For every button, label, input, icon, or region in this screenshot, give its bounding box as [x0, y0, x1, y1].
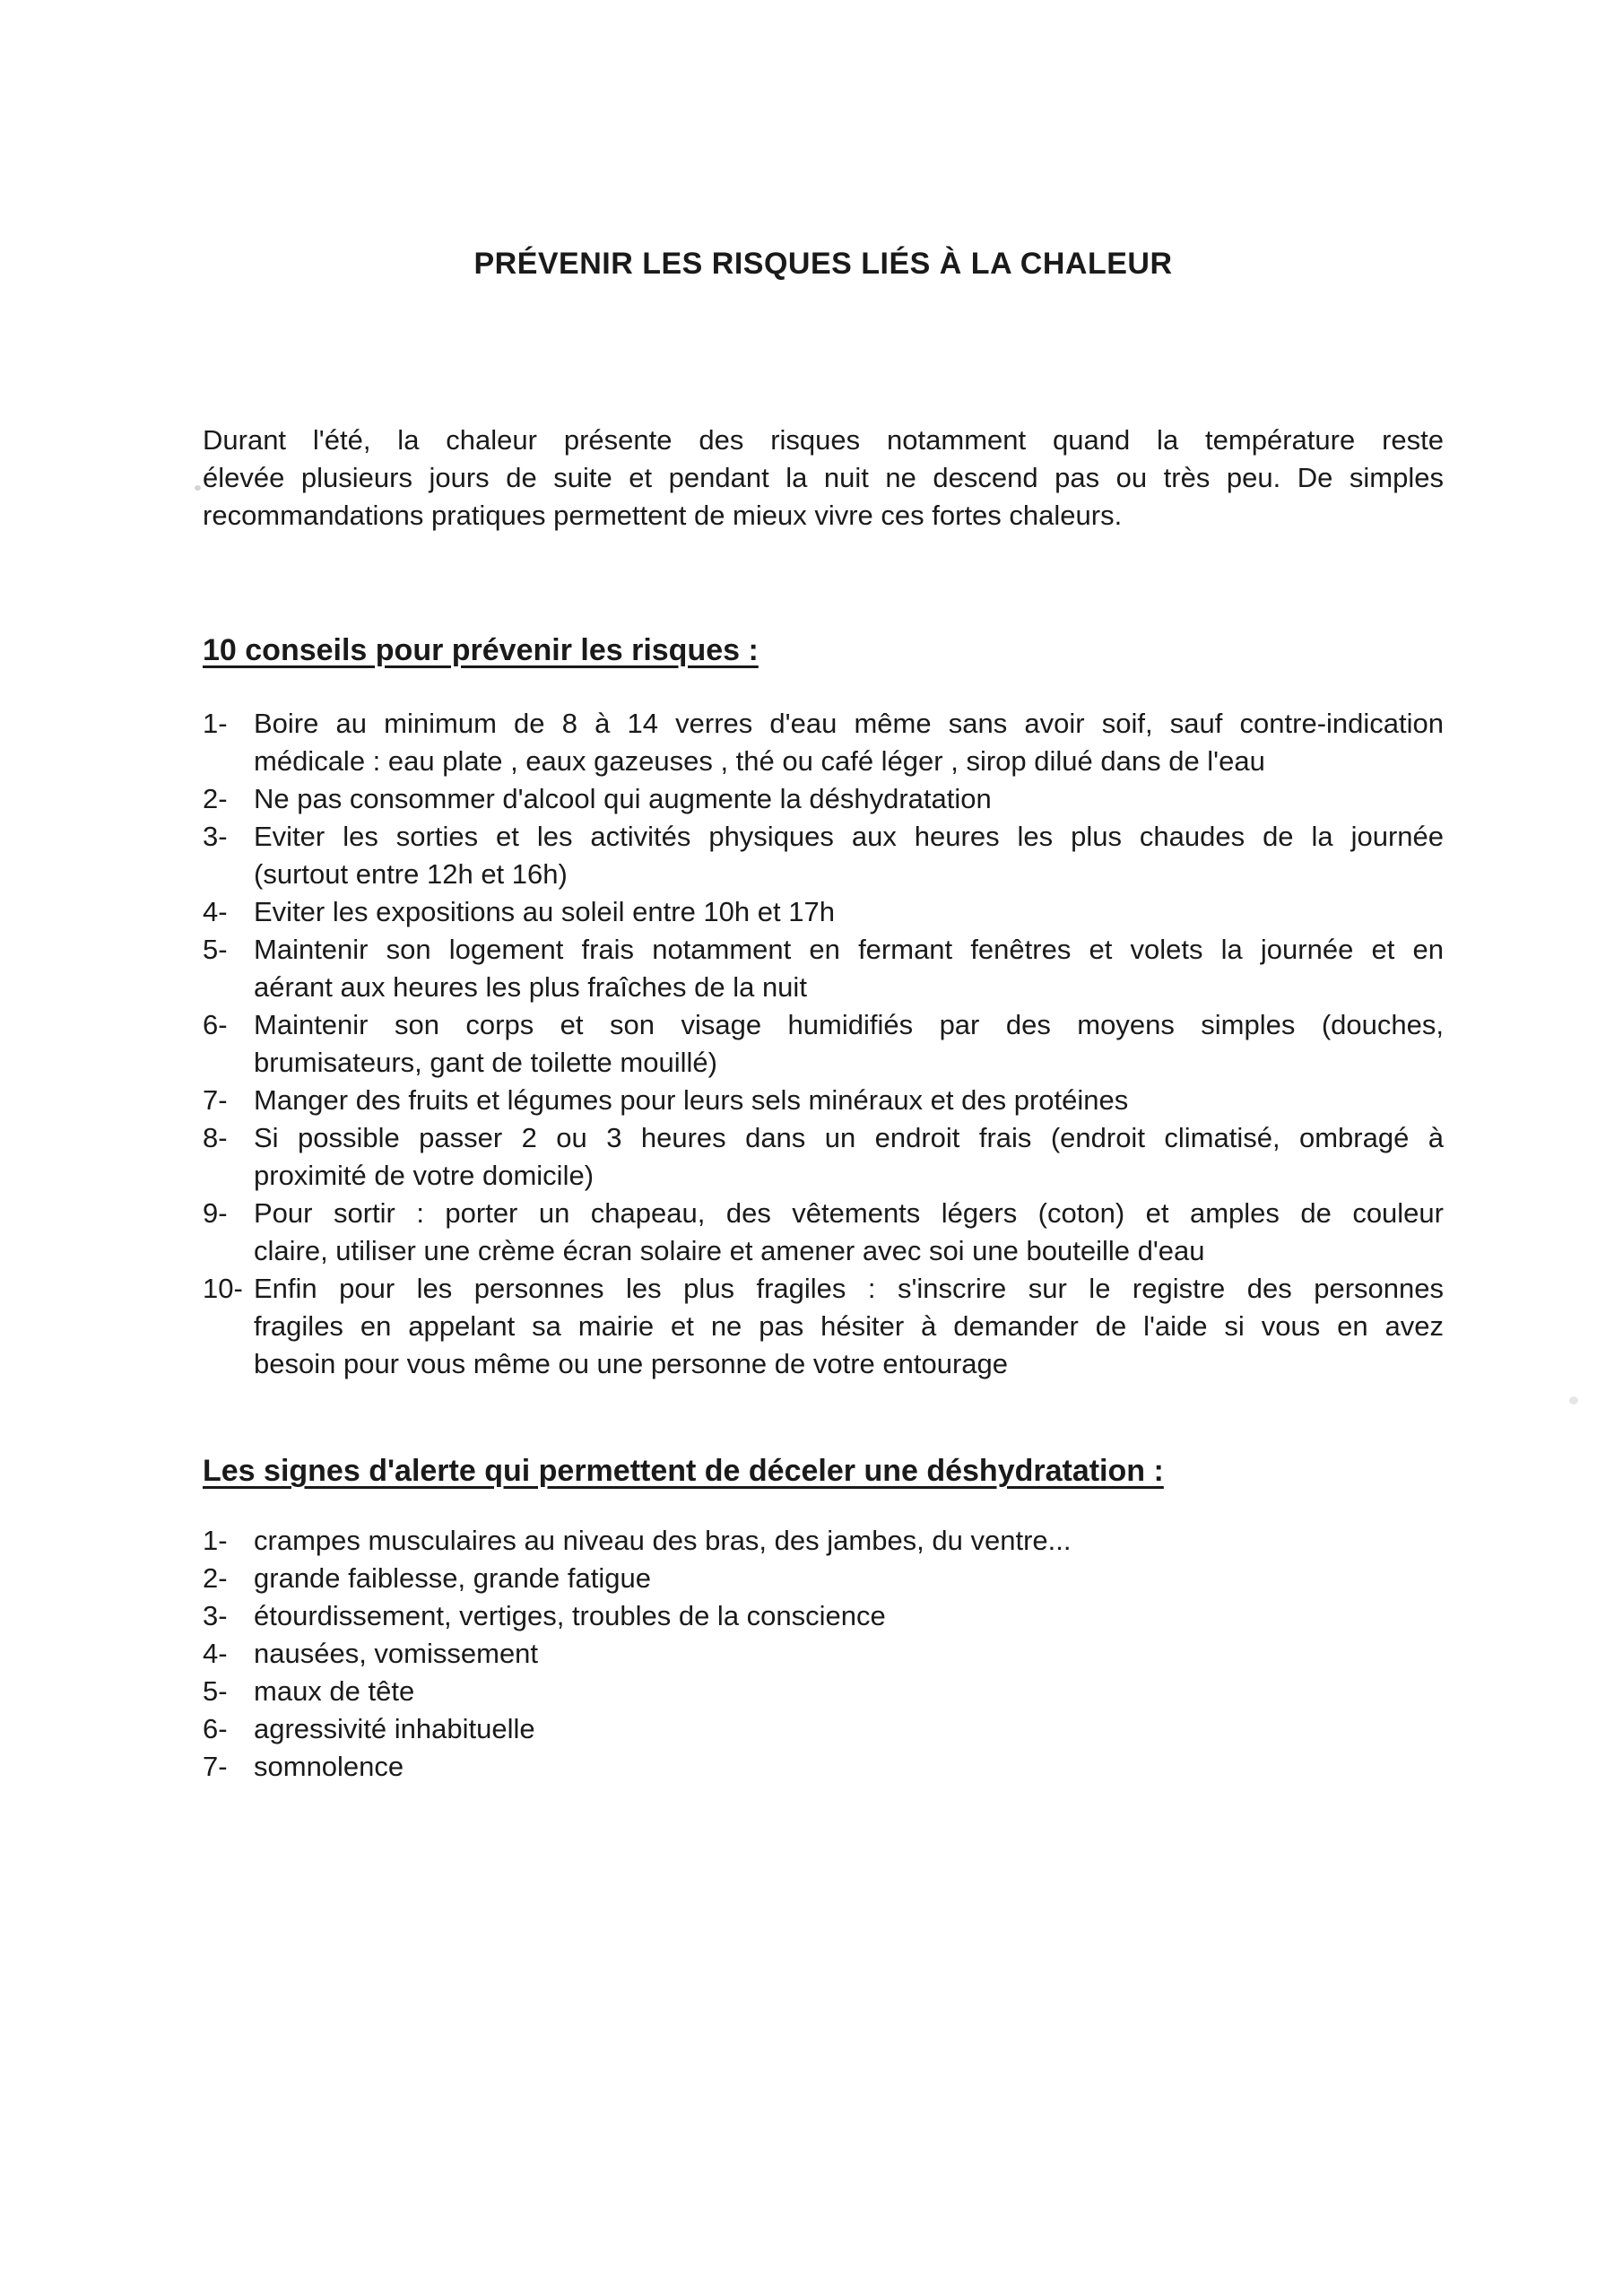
- list-item-line: besoin pour vous même ou une personne de votre entourage: [254, 1348, 1009, 1379]
- list-item: [203, 1119, 1444, 1195]
- list-item-line: nausées, vomissement: [254, 1638, 539, 1669]
- list-item-line: Manger des fruits et légumes pour leurs sels minéraux et des protéines: [254, 1084, 1129, 1116]
- section-heading-signes-alerte: Les signes d'alerte qui permettent de déceler une déshydratation :: [203, 1454, 1164, 1488]
- list-item-line: Maintenir son logement frais notamment en fermant fenêtres et volets la journée et en: [254, 934, 1444, 965]
- list-item: [203, 1673, 1444, 1710]
- list-item-number: 6-: [203, 1009, 228, 1040]
- list-item: [203, 1635, 1444, 1673]
- list-item-line: Eviter les expositions au soleil entre 10h et 17h: [254, 896, 835, 927]
- scan-artifact-speck: [1569, 1396, 1578, 1405]
- list-item-line: Maintenir son corps et son visage humidifiés par des moyens simples (douches,: [254, 1009, 1444, 1040]
- list-item-number: 2-: [203, 783, 228, 814]
- list-item: [203, 893, 1444, 931]
- intro-line: recommandations pratiques permettent de mieux vivre ces fortes chaleurs.: [203, 500, 1123, 531]
- list-item-line: Si possible passer 2 ou 3 heures dans un endroit frais (endroit climatisé, ombragé à: [254, 1122, 1444, 1153]
- intro-line: élevée plusieurs jours de suite et pendant la nuit ne descend pas ou très peu. De simples: [203, 462, 1444, 493]
- list-item-number: 8-: [203, 1122, 228, 1153]
- intro-paragraph: [203, 422, 1444, 535]
- list-item: [203, 780, 1444, 818]
- list-item-line: maux de tête: [254, 1675, 415, 1707]
- list-item-line: fragiles en appelant sa mairie et ne pas hésiter à demander de l'aide si vous en avez: [254, 1310, 1444, 1342]
- list-item-line: brumisateurs, gant de toilette mouillé): [254, 1047, 717, 1078]
- list-item-number: 9-: [203, 1197, 228, 1229]
- page-title: PRÉVENIR LES RISQUES LIÉS À LA CHALEUR: [473, 247, 1173, 281]
- list-item-line: Boire au minimum de 8 à 14 verres d'eau même sans avoir soif, sauf contre-indication: [254, 708, 1444, 739]
- list-item-number: 5-: [203, 934, 228, 965]
- signes-alerte-list: [203, 1522, 1444, 1786]
- list-item: [203, 1006, 1444, 1082]
- list-item-line: (surtout entre 12h et 16h): [254, 858, 568, 890]
- list-item-line: grande faiblesse, grande fatigue: [254, 1562, 651, 1594]
- list-item-number: 4-: [203, 1638, 228, 1669]
- list-item-number: 7-: [203, 1084, 228, 1116]
- list-item-line: médicale : eau plate , eaux gazeuses , thé ou café léger , sirop dilué dans de l'eau: [254, 745, 1265, 777]
- intro-line: Durant l'été, la chaleur présente des risques notamment quand la température reste: [203, 424, 1444, 456]
- list-item-line: agressivité inhabituelle: [254, 1713, 535, 1744]
- scan-artifact-speck: [195, 485, 201, 491]
- list-item: [203, 1195, 1444, 1270]
- list-item-number: 4-: [203, 896, 228, 927]
- list-item-number: 5-: [203, 1675, 228, 1707]
- list-item: [203, 931, 1444, 1006]
- list-item: [203, 1748, 1444, 1786]
- list-item-line: Eviter les sorties et les activités physiques aux heures les plus chaudes de la journée: [254, 821, 1444, 852]
- list-item-line: Enfin pour les personnes les plus fragiles : s'inscrire sur le registre des personnes: [254, 1273, 1444, 1304]
- list-item-line: proximité de votre domicile): [254, 1160, 595, 1191]
- list-item-number: 3-: [203, 821, 228, 852]
- list-item-line: Pour sortir : porter un chapeau, des vêtements légers (coton) et amples de couleur: [254, 1197, 1444, 1229]
- list-item-number: 1-: [203, 1525, 228, 1556]
- conseils-list: [203, 705, 1444, 1383]
- list-item-line: Ne pas consommer d'alcool qui augmente la déshydratation: [254, 783, 992, 814]
- list-item: [203, 1270, 1444, 1383]
- list-item-number: 2-: [203, 1562, 228, 1594]
- list-item: [203, 1522, 1444, 1560]
- list-item: [203, 705, 1444, 780]
- list-item-line: crampes musculaires au niveau des bras, des jambes, du ventre...: [254, 1525, 1072, 1556]
- section-heading-conseils: 10 conseils pour prévenir les risques :: [203, 633, 759, 667]
- list-item: [203, 1082, 1444, 1119]
- list-item-number: 10-: [203, 1273, 243, 1304]
- list-item: [203, 1560, 1444, 1597]
- list-item-line: aérant aux heures les plus fraîches de la nuit: [254, 971, 807, 1003]
- list-item-line: étourdissement, vertiges, troubles de la conscience: [254, 1600, 886, 1631]
- list-item-number: 1-: [203, 708, 228, 739]
- list-item-line: somnolence: [254, 1751, 404, 1782]
- list-item-line: claire, utiliser une crème écran solaire et amener avec soi une bouteille d'eau: [254, 1235, 1205, 1266]
- list-item: [203, 1597, 1444, 1635]
- list-item-number: 6-: [203, 1713, 228, 1744]
- list-item: [203, 1710, 1444, 1748]
- list-item-number: 7-: [203, 1751, 228, 1782]
- list-item-number: 3-: [203, 1600, 228, 1631]
- list-item: [203, 818, 1444, 893]
